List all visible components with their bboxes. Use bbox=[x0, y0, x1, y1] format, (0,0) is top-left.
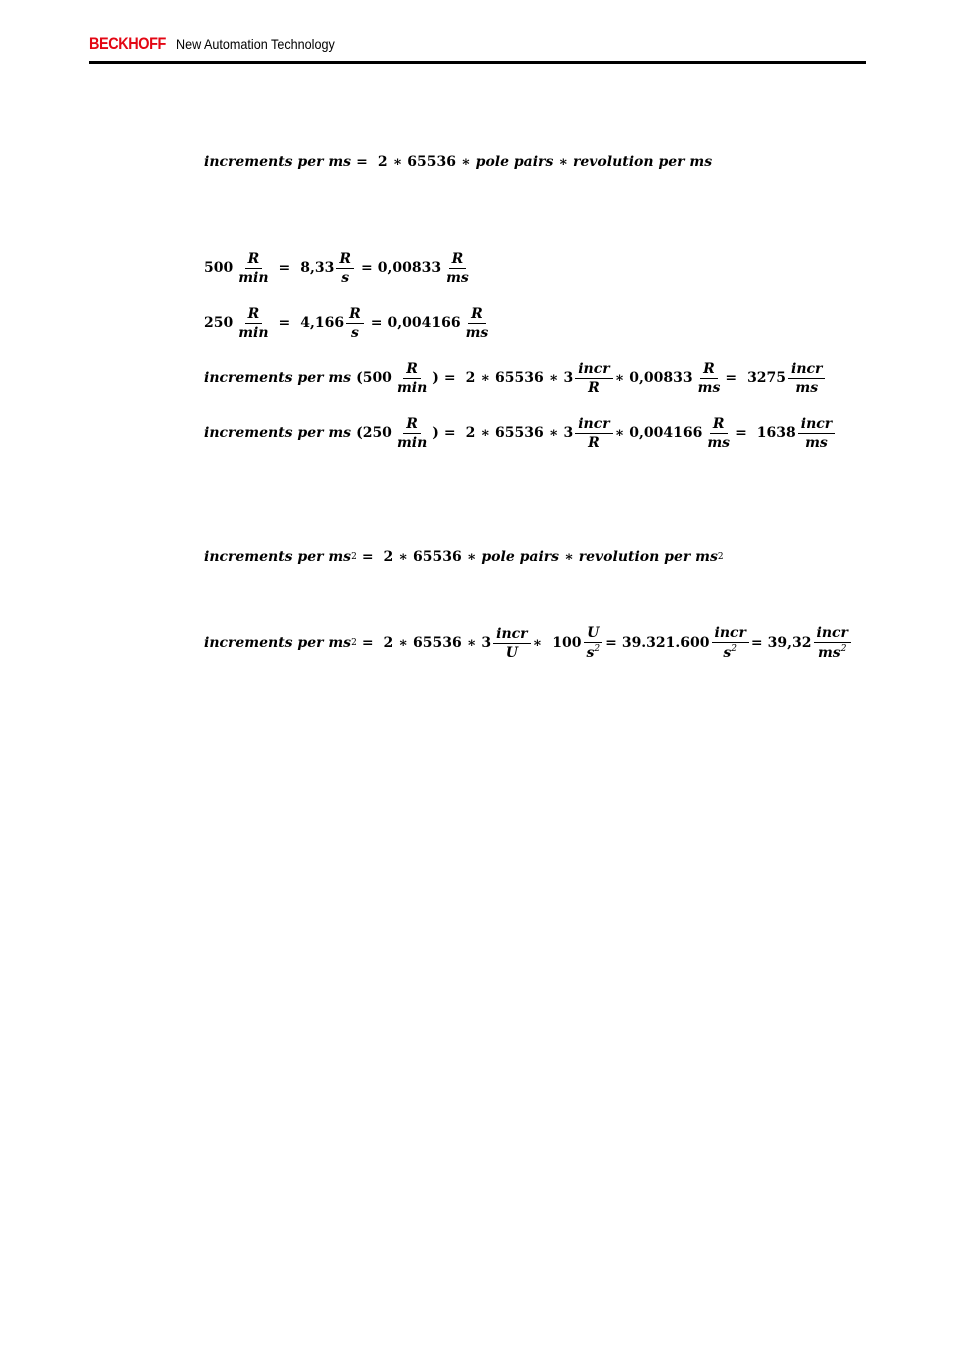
eq-term: revolution per ms bbox=[578, 549, 718, 565]
equation-increments-per-ms: increments per ms = 2 ∗ 65536 ∗ pole pairs ∗ revolution per ms bbox=[204, 154, 713, 170]
eq-factor: 2 bbox=[465, 370, 476, 386]
fraction bbox=[443, 252, 472, 285]
eq-value: 500 bbox=[362, 370, 392, 386]
eq-term: pole pairs bbox=[481, 549, 560, 565]
exponent: 2 bbox=[594, 644, 601, 654]
exponent: 2 bbox=[351, 638, 357, 648]
exponent: 2 bbox=[717, 552, 724, 562]
equation-250-rpm-conversion: 250 $\frac{R}{\min}$ = 4,166 $\frac{R}{s}$ = 0,004166 $\frac{R}{ms}$ bbox=[204, 301, 493, 345]
eq-factor: 65536 bbox=[407, 154, 456, 170]
eq-value: 0,004166 bbox=[387, 315, 461, 331]
fraction-denominator bbox=[583, 643, 603, 660]
fraction-numerator: incr bbox=[814, 626, 851, 643]
eq-lhs: increments per ms bbox=[204, 370, 352, 386]
exponent: 2 bbox=[351, 552, 357, 562]
fraction bbox=[235, 307, 271, 340]
fraction bbox=[704, 417, 733, 450]
fraction-denominator bbox=[815, 643, 849, 660]
eq-value: 8,33 bbox=[300, 260, 335, 276]
fraction-denominator: ms bbox=[465, 324, 489, 341]
fraction bbox=[583, 626, 603, 660]
fraction-denominator bbox=[720, 643, 740, 660]
fraction-denominator: ms bbox=[707, 434, 731, 451]
fraction bbox=[814, 626, 851, 660]
fraction-numerator: R bbox=[403, 417, 421, 434]
equation-500-rpm-conversion: 500 $\frac{R}{\min}$ = 8,33 $\frac{R}{s}$ = 0,00833 $\frac{R}{ms}$ bbox=[204, 246, 474, 290]
tagline: New Automation Technology bbox=[176, 36, 335, 52]
eq-lhs: increments per ms bbox=[204, 154, 352, 170]
fraction-denominator: ms bbox=[795, 379, 819, 396]
eq-result: 3275 bbox=[747, 370, 787, 386]
page-header bbox=[89, 32, 866, 66]
eq-value: 100 bbox=[552, 635, 582, 651]
eq-value: 0,00833 bbox=[377, 260, 442, 276]
equation-increments-500-rpm: increments per ms ( 500 $\frac{R}{\min}$ ) = 2 ∗ 65536 ∗ 3 $\frac{\text{incr}}{R}$ ∗ 0,00833 $\frac{R}{ms}$ = 3275 $\frac{\text{incr}}{ms}$ bbox=[204, 356, 827, 400]
equation-increments-250-rpm: increments per ms ( 250 $\frac{R}{\min}$ ) = 2 ∗ 65536 ∗ 3 $\frac{\text{incr}}{R}$ ∗ 0,004166 $\frac{R}{ms}$ = 1638 $\frac{\text{incr}}{ms}$ bbox=[204, 411, 837, 455]
eq-result: 39,32 bbox=[767, 635, 812, 651]
equation-acceleration-example: increments per ms 2 = 2 ∗ 65536 ∗ 3 $\frac{\text{incr}}{U}$ ∗ 100 $\frac{U}{s^2}$ = 39.321.600 $\frac{\text{incr}}{s^2}$ = 39,32 $\frac{\text{incr}}{ms^2}$ bbox=[204, 621, 853, 665]
eq-factor: 2 bbox=[383, 635, 394, 651]
eq-factor: 2 bbox=[465, 425, 476, 441]
denominator-unit: ms bbox=[817, 645, 841, 661]
fraction-numerator: incr bbox=[493, 627, 530, 644]
fraction-denominator: min bbox=[238, 269, 269, 286]
eq-factor: 2 bbox=[377, 154, 388, 170]
fraction-numerator: incr bbox=[575, 417, 612, 434]
fraction-denominator: ms bbox=[697, 379, 721, 396]
eq-value: 250 bbox=[204, 315, 234, 331]
fraction-numerator: R bbox=[245, 307, 263, 324]
fraction bbox=[575, 417, 612, 450]
fraction bbox=[394, 417, 430, 450]
fraction-denominator: U bbox=[505, 644, 518, 661]
eq-result: 1638 bbox=[756, 425, 796, 441]
fraction-denominator: ms bbox=[805, 434, 828, 451]
fraction-numerator: incr bbox=[712, 626, 749, 643]
fraction-numerator: R bbox=[346, 307, 364, 324]
fraction bbox=[235, 252, 271, 285]
exponent: 2 bbox=[840, 644, 847, 654]
eq-value: 4,166 bbox=[300, 315, 345, 331]
eq-result: 39.321.600 bbox=[621, 635, 710, 651]
eq-factor: 65536 bbox=[495, 425, 544, 441]
eq-term: revolution per ms bbox=[573, 154, 713, 170]
eq-value: 250 bbox=[362, 425, 392, 441]
fraction-numerator: R bbox=[336, 252, 354, 269]
denominator-unit: s bbox=[723, 645, 732, 661]
fraction-denominator: R bbox=[588, 379, 600, 396]
eq-factor: 2 bbox=[383, 549, 394, 565]
fraction-numerator: R bbox=[403, 362, 421, 379]
eq-factor: 3 bbox=[481, 635, 492, 651]
fraction-denominator: min bbox=[238, 324, 269, 341]
fraction-denominator: min bbox=[396, 434, 428, 451]
fraction-denominator: s bbox=[341, 269, 350, 286]
fraction-numerator: incr bbox=[798, 417, 835, 434]
fraction-numerator: incr bbox=[575, 362, 612, 379]
eq-factor: 65536 bbox=[412, 635, 462, 651]
fraction-denominator: min bbox=[396, 379, 428, 396]
eq-factor: 3 bbox=[563, 370, 574, 386]
eq-factor: 3 bbox=[563, 425, 574, 441]
fraction-denominator: s bbox=[351, 324, 359, 341]
fraction-numerator: R bbox=[710, 417, 728, 434]
equation-increments-per-ms-squared: increments per ms 2 = 2 ∗ 65536 ∗ pole pairs ∗ revolution per ms 2 bbox=[204, 549, 724, 565]
fraction bbox=[463, 307, 492, 340]
eq-lhs: increments per ms bbox=[204, 549, 352, 565]
eq-value: 0,004166 bbox=[629, 425, 703, 441]
eq-lhs: increments per ms bbox=[204, 635, 352, 651]
eq-lhs: increments per ms bbox=[204, 425, 352, 441]
header-rule bbox=[89, 61, 866, 64]
denominator-unit: s bbox=[586, 645, 595, 661]
fraction-numerator: R bbox=[449, 252, 467, 269]
fraction bbox=[336, 252, 354, 285]
fraction bbox=[394, 362, 430, 395]
fraction bbox=[788, 362, 825, 395]
fraction-numerator: R bbox=[700, 362, 718, 379]
eq-factor: 65536 bbox=[495, 370, 544, 386]
fraction bbox=[712, 626, 749, 660]
beckhoff-logo: BECKHOFF bbox=[89, 34, 166, 53]
fraction bbox=[695, 362, 724, 395]
exponent: 2 bbox=[731, 644, 738, 654]
fraction-numerator: R bbox=[245, 252, 263, 269]
fraction-denominator: R bbox=[588, 434, 600, 451]
fraction-numerator: U bbox=[584, 626, 602, 643]
fraction-numerator: R bbox=[468, 307, 486, 324]
fraction-numerator: incr bbox=[788, 362, 825, 379]
eq-value: 0,00833 bbox=[629, 370, 693, 386]
eq-term: pole pairs bbox=[475, 154, 554, 170]
fraction bbox=[798, 417, 835, 450]
fraction bbox=[493, 627, 530, 660]
eq-value: 500 bbox=[204, 260, 234, 276]
fraction bbox=[575, 362, 612, 395]
eq-factor: 65536 bbox=[412, 549, 462, 565]
fraction bbox=[346, 307, 364, 340]
fraction-denominator: ms bbox=[446, 269, 469, 286]
